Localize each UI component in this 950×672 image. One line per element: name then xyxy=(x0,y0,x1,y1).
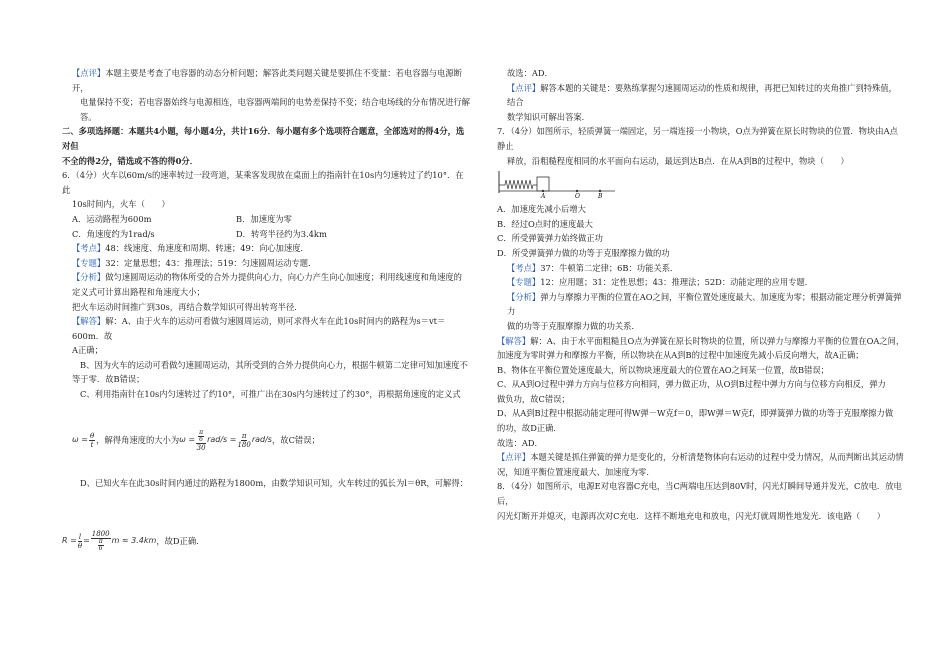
left-column xyxy=(62,66,470,552)
section-heading-line: 不全的得2分，错选或不答的得0分． xyxy=(62,155,199,166)
solution: 【解答】解：A、由于火车的运动可看做匀速圆周运动，则可求得火车在此10s时间内的路程为s＝vt＝600m．故 xyxy=(72,316,446,341)
section-heading: 二、多项选择题：本题共4小题，每小题4分，共计16分．每小题有多个选项符合题意，全部选对的得4分，选对但 xyxy=(62,126,465,151)
question-7-stem: 7．（4分）如图所示，轻质弹簧一端固定，另一端连接一小物块，O点为弹簧在原长时物块的位置．物块由A点静止 xyxy=(497,126,898,151)
analysis-line: 定义式可计算出路程和角速度大小； xyxy=(72,286,205,297)
option-a: A．运动路程为600m xyxy=(72,213,152,224)
question-6-stem-line: 10s时间内，火车（ ） xyxy=(72,199,170,210)
fraction: $\frac{1800}{\frac{\pi}{6}}$ xyxy=(91,530,110,553)
option-d: D．所受弹簧弹力做的功等于克服摩擦力做的功 xyxy=(497,247,670,258)
solution-d-line: 的功，故D正确． xyxy=(497,423,562,434)
option-c: C．角速度约为1rad/s xyxy=(72,228,155,239)
fraction: $\frac{l}{\theta}$ xyxy=(77,532,83,550)
analysis-line: 做的功等于克服摩擦力做的功关系． xyxy=(507,320,640,331)
spring-coil xyxy=(499,180,537,189)
label-a: A xyxy=(541,193,546,200)
review-paragraph-q5: 【点评】本题主要是考查了电容器的动态分析问题；解答此类问题关键是要抓住不变量：若电容器与电源断开， xyxy=(72,68,462,93)
option-a: A．加速度先减小后增大 xyxy=(497,204,586,215)
review-paragraph-line: 电量保持不变；若电容器始终与电源相连，电容器两端间的电势差保持不变；结合电场线的分布情况进行解答。 xyxy=(80,97,470,122)
review-q7-line: 况，知道平衡位置速度最大、加速度为零． xyxy=(497,466,655,477)
knowledge-point: 【考点】48：线速度、角速度和周期、转速；49：向心加速度． xyxy=(72,243,309,254)
solution-b: B、物体在平衡位置处速度最大，所以物块速度最大的位置在AO之间某一位置，故B错误； xyxy=(497,364,829,375)
block xyxy=(537,177,549,191)
option-b: B．加速度为零 xyxy=(236,213,292,224)
question-8-stem: 8．（4分）如图所示，电源E对电容器C充电，当C两端电压达到80V时，闪光灯瞬间导通并发光，C放电．放电后， xyxy=(497,481,902,507)
review-q7: 【点评】本题关键是抓住弹簧的弹力是变化的，分析清楚物体向右运动的过程中受力情况，从而判断出其运动情 xyxy=(497,452,904,463)
question-6-options-row1 xyxy=(62,212,470,227)
answer-6: 故选：AD． xyxy=(507,68,553,78)
solution-d: D、从A到B过程中根据动能定理可得W弹－W克f＝0，即W弹＝W克f，即弹簧弹力做的功等于克服摩擦力做 xyxy=(497,408,894,419)
fraction: $\frac{\frac{\pi}{6}}{30}$ xyxy=(196,428,206,452)
solution-line: A正确； xyxy=(72,345,103,356)
solution-line: 加速度为零时弹力和摩擦力平衡，所以物块在从A到B的过程中加速度先减小后反向增大，故A正确； xyxy=(497,350,864,361)
solution-c-line: 做负功，故C错误； xyxy=(497,393,570,404)
solution-d: D、已知火车在此30s时间内通过的路程为1800m，由数学知识可知，火车转过的弧长为l＝θR，可解得： xyxy=(80,477,468,488)
solution: 【解答】解：A、由于水平面粗糙且O点为弹簧在原长时物块的位置，所以弹力与摩擦力平衡的位置在OA之间， xyxy=(497,335,905,346)
review-q6-line: 数学知识可解出答案． xyxy=(507,111,590,122)
solution-c: C、利用指南针在10s内匀速转过了约10°，可推广出在30s内匀速转过了约30°，再根据角速度的定义式 xyxy=(80,389,461,400)
question-7-stem-line: 释放，沿粗糙程度相同的水平面向右运动，最远到达B点．在从A到B的过程中，物块（ ） xyxy=(507,155,849,166)
right-column xyxy=(497,66,905,523)
option-c: C．所受弹簧弹力始终做正功 xyxy=(497,233,603,244)
label-b: B xyxy=(598,193,603,200)
analysis: 【分析】弹力与摩擦力平衡的位置在AO之间，平衡位置处速度最大、加速度为零；根据动能定理分析弹簧弹力 xyxy=(507,291,902,317)
option-b: B．经过O点时的速度最大 xyxy=(497,218,593,229)
fraction: $\frac{\theta}{t}$ xyxy=(89,432,95,450)
topic: 【专题】12：应用题；31：定性思想；43：推理法；52D：动能定理的应用专题． xyxy=(507,277,814,288)
review-tag: 【点评】 xyxy=(72,68,106,78)
topic: 【专题】32：定量思想；43：推理法；519：匀速圆周运动专题． xyxy=(72,257,317,268)
answer-7: 故选：AD． xyxy=(497,437,543,448)
review-q6: 【点评】解答本题的关键是：要熟练掌握匀速圆周运动的性质和规律，再把已知转过的夹角推广到特殊值，结合 xyxy=(507,82,897,108)
analysis-line: 把火车运动时间推广到30s，再结合数学知识可得出转弯半径． xyxy=(72,301,303,312)
label-o: O xyxy=(575,193,580,200)
fraction: $\frac{\pi}{180}$ xyxy=(237,432,251,450)
radius-equation: R = $\frac{l}{\theta}$ = $\frac{1800}{\frac{\pi}{6}}$ m ≈ 3.4km ，故D正确． xyxy=(62,530,205,553)
omega-equation: ω = $\frac{\theta}{t}$ ，解得角速度的大小为 ω = $\frac{\frac{\pi}{6}}{30}$ rad/s = $\frac{\pi}{180}$ rad/s ，故C错误； xyxy=(72,428,320,452)
solution-b-line: 等于零．故B错误； xyxy=(72,374,145,385)
question-8-stem-line: 闪光灯断开并熄灭，电源再次对C充电．这样不断地充电和放电，闪光灯就周期性地发光．该电路（ ） xyxy=(497,510,886,521)
knowledge-point: 【考点】37：牛顿第二定律；6B：功能关系． xyxy=(507,262,679,273)
analysis: 【分析】做匀速圆周运动的物体所受的合外力提供向心力，向心力产生向心加速度；利用线速度和角速度的 xyxy=(72,272,462,283)
point-o-marker xyxy=(576,190,578,192)
question-6-options-row2 xyxy=(62,227,470,242)
solution-b: B、因为火车的运动可看做匀速圆周运动，其所受到的合外力提供向心力，根据牛顿第二定律可知加速度不 xyxy=(80,359,468,370)
solution-c: C、从A到O过程中弹力方向与位移方向相同，弹力做正功，从O到B过程中弹力方向与位移方向相反，弹力 xyxy=(497,379,886,390)
option-d: D．转弯半径约为3.4km xyxy=(236,228,327,239)
question-6-stem: 6．（4分）火车以60m/s的速率转过一段弯道，某乘客发现放在桌面上的指南针在10s内匀速转过了约10°．在此 xyxy=(62,170,464,195)
point-a-marker xyxy=(542,190,544,192)
spring-block-figure xyxy=(497,169,617,199)
point-b-marker xyxy=(599,190,601,192)
